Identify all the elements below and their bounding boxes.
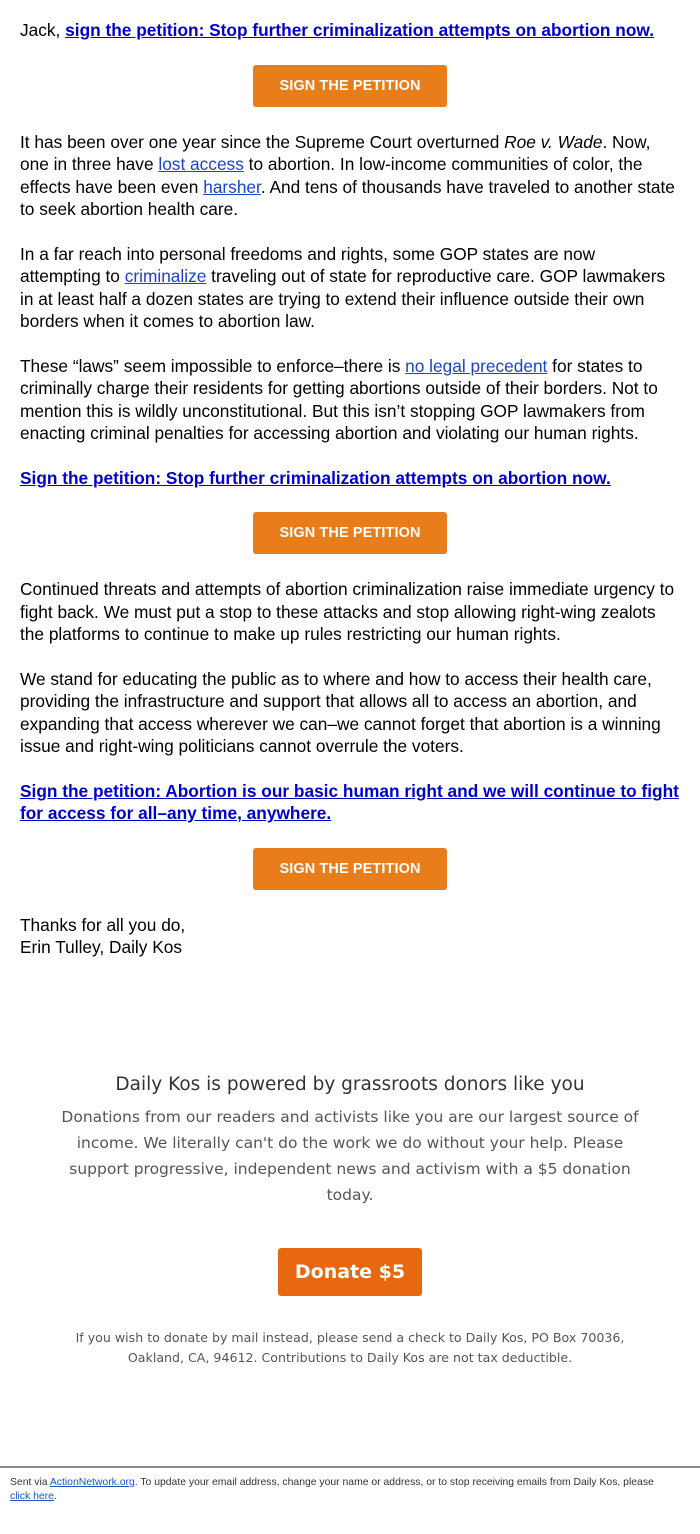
signoff-thanks: Thanks for all you do, (20, 914, 186, 935)
petition-link-criminalization[interactable]: Sign the petition: Stop further criminalization attempts on abortion now. (20, 467, 611, 488)
sign-petition-button-3[interactable]: SIGN THE PETITION (253, 848, 447, 890)
cta-paragraph-1 (20, 467, 680, 490)
paragraph-gop-states (20, 243, 680, 333)
greeting-petition-link[interactable]: sign the petition: Stop further criminalization attempts on abortion now. (65, 20, 654, 40)
no-legal-precedent-link[interactable]: no legal precedent (405, 355, 548, 376)
signoff (20, 914, 680, 959)
greeting-name: Jack, (20, 20, 61, 40)
footer-text (10, 1476, 670, 1504)
paragraph-gop-text-1: In a far reach into personal freedoms and rights, some GOP states are now attempting to (20, 243, 596, 286)
paragraph-laws (20, 355, 680, 445)
petition-button-row-3 (20, 848, 680, 890)
paragraph-laws-text-1: These “laws” seem impossible to enforce–there is (20, 355, 406, 376)
unsubscribe-link[interactable]: click here (10, 1491, 54, 1502)
sign-petition-button-1[interactable]: SIGN THE PETITION (253, 65, 447, 107)
paragraph-roe (20, 131, 680, 221)
paragraph-roe-text-2: . Now, one in three have (20, 131, 651, 174)
paragraph-roe-text-3: to abortion. In low-income communities of color, the effects have been even (20, 154, 643, 197)
paragraph-threats: Continued threats and attempts of abortion criminalization raise immediate urgency to fight back. We must put a stop to these attacks and stop allowing right-wing zealots the platforms to continue to make up rules restricting our human rights. (20, 579, 675, 644)
greeting-paragraph (20, 19, 680, 42)
petition-button-row-1 (20, 65, 680, 107)
donate-button[interactable]: Donate $5 (278, 1248, 422, 1296)
signoff-signature: Erin Tulley, Daily Kos (20, 937, 182, 957)
petition-button-row-2 (20, 512, 680, 554)
paragraph-we-stand: We stand for educating the public as to where and how to access their health care, providing the infrastructure and support that allows all to access an abortion, and expanding that access wherever we can–we cannot forget that abortion is a winning issue and right-wing politicians cannot overrule the voters. (20, 668, 661, 756)
roe-v-wade-text: Roe v. Wade (504, 131, 603, 152)
email-body (20, 19, 680, 959)
footer-text-prefix: Sent via (10, 1477, 50, 1488)
donate-section (0, 1070, 700, 1368)
petition-link-human-right[interactable]: Sign the petition: Abortion is our basic human right and we will continue to fight for access for all–any time, anywhere. (20, 780, 679, 823)
paragraph-laws-text-2: for states to criminally charge their residents for getting abortions outside of their borders. Not to mention this is wildly unconstitutional. But this isn’t stopping GOP lawmakers from enacting criminal penalties for accessing abortion and violating our human rights. (20, 355, 658, 443)
lost-access-link[interactable]: lost access (158, 154, 244, 174)
footer-text-suffix: . (53, 1491, 57, 1502)
sign-petition-button-2[interactable]: SIGN THE PETITION (253, 512, 447, 554)
criminalize-link[interactable]: criminalize (124, 266, 207, 286)
harsher-link[interactable]: harsher (203, 176, 261, 197)
donate-title: Daily Kos is powered by grassroots donors like you (115, 1074, 585, 1095)
donate-body: Donations from our readers and activists like you are our largest source of income. We literally can't do the work we do without your help. Please support progressive, independent news and activism with a $5 donation today. (61, 1108, 639, 1204)
cta-paragraph-2 (20, 780, 680, 825)
paragraph-roe-text-1: It has been over one year since the Supreme Court overturned (20, 131, 505, 152)
footer-text-middle: . To update your email address, change your name or address, or to stop receiving emails from Daily Kos, please (134, 1477, 654, 1488)
donate-mail-note: If you wish to donate by mail instead, please send a check to Daily Kos, PO Box 70036, Oakland, CA, 94612. Contributions to Daily Kos are not tax deductible. (75, 1330, 625, 1365)
paragraph-gop-text-2: traveling out of state for reproductive care. GOP lawmakers in at least half a dozen states are trying to extend their influence outside their own borders when it comes to abortion law. (20, 266, 666, 331)
actionnetwork-link[interactable]: ActionNetwork.org (49, 1477, 135, 1488)
paragraph-roe-text-4: . And tens of thousands have traveled to another state to seek abortion health care. (20, 176, 675, 219)
email-footer (0, 1466, 700, 1504)
